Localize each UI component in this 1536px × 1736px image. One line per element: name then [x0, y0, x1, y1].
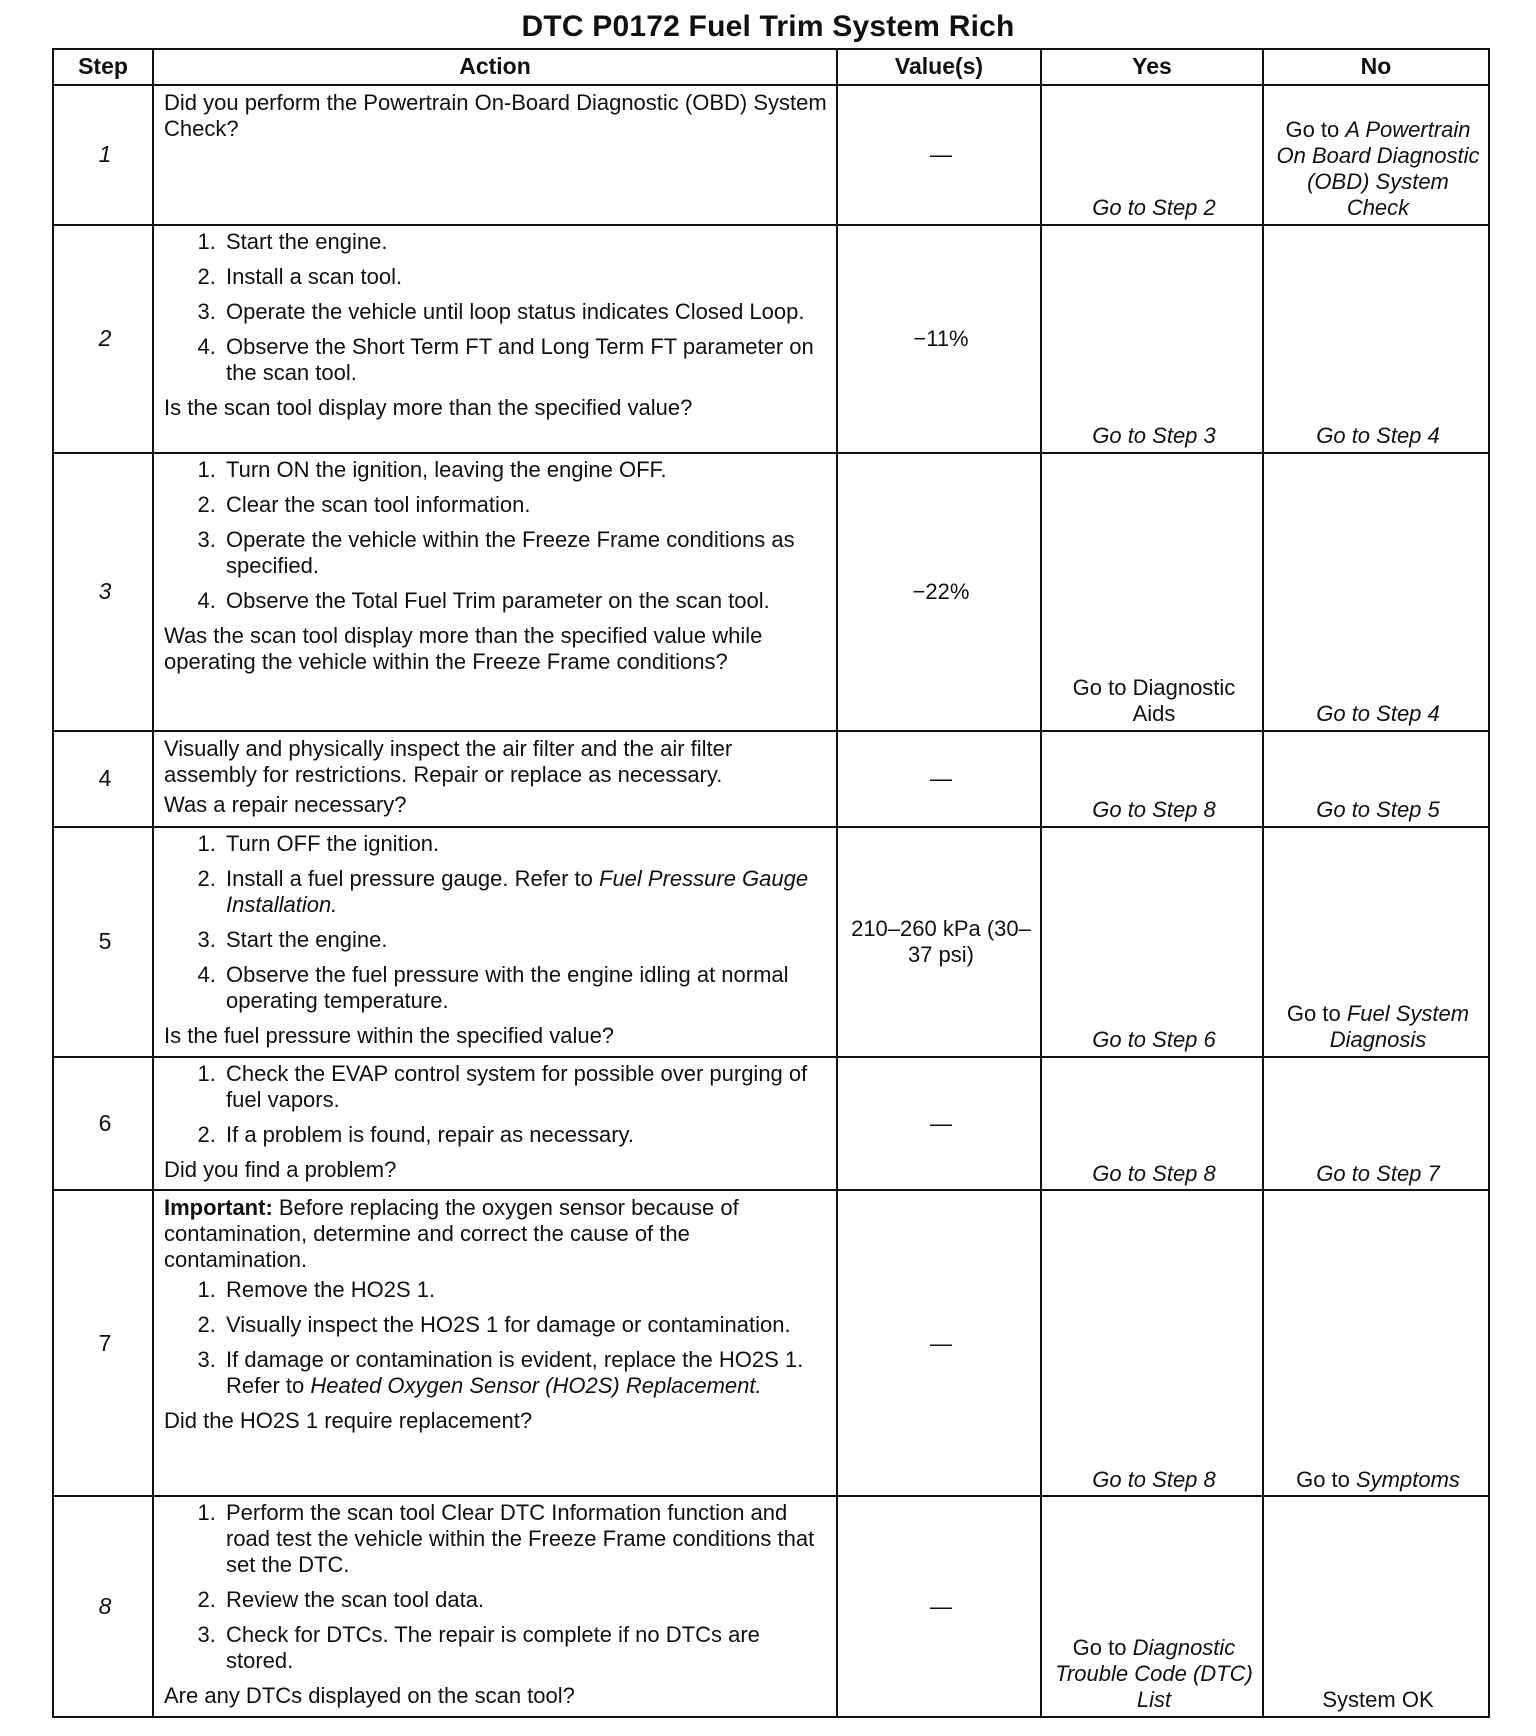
yes-action-text: Go to Diagnostic Aids [1072, 675, 1236, 727]
action-intro-text: Before replacing the oxygen sensor because of contamination, determine and correct the cause of the contamination. [164, 1195, 739, 1273]
action-step [222, 866, 830, 918]
step-number: 1 [53, 85, 153, 225]
no-action-link: Go to Step 7 [1316, 1160, 1440, 1186]
table-row [53, 453, 1489, 731]
value-cell: −11% [837, 225, 1041, 453]
no-action [1263, 1190, 1489, 1496]
value-cell: 210–260 kPa (30–37 psi) [837, 827, 1041, 1057]
action-step: 3. Operate the vehicle within the Freeze Frame conditions as specified. [222, 527, 830, 579]
yes-action [1041, 453, 1263, 731]
header-yes: Yes [1041, 49, 1263, 85]
step-number: 4 [53, 731, 153, 827]
no-action [1263, 1496, 1489, 1717]
yes-action-link: Go to Step 2 [1092, 195, 1216, 221]
yes-action-link: Go to Step 3 [1092, 423, 1216, 449]
action-cell [153, 1496, 837, 1717]
action-step: 2. If a problem is found, repair as necessary. [222, 1122, 830, 1148]
action-question: Did you find a problem? [164, 1156, 397, 1182]
no-action [1263, 827, 1489, 1057]
action-intro-text: Visually and physically inspect the air filter and the air filter assembly for restrictions. Repair or replace as necessary. [164, 736, 733, 787]
action-step-text: If damage or contamination is evident, replace the HO2S 1. Refer to [226, 1347, 804, 1399]
yes-action [1041, 1057, 1263, 1191]
yes-action-link: Go to Step 8 [1092, 1466, 1216, 1492]
action-question: Is the scan tool display more than the specified value? [164, 394, 693, 420]
step-number: 8 [53, 1496, 153, 1717]
yes-action [1041, 85, 1263, 225]
action-steps [164, 229, 830, 386]
header-action: Action [153, 49, 837, 85]
action-intro [164, 90, 830, 142]
value-cell: — [837, 1190, 1041, 1496]
no-action [1263, 225, 1489, 453]
no-action-text: Go to [1285, 117, 1346, 143]
header-no: No [1263, 49, 1489, 85]
action-step: 2. Clear the scan tool information. [222, 492, 830, 518]
action-question: Is the fuel pressure within the specified value? [164, 1022, 615, 1048]
step-number: 3 [53, 453, 153, 731]
action-step: 2. Review the scan tool data. [222, 1587, 830, 1613]
action-step: 4. Observe the fuel pressure with the engine idling at normal operating temperature. [222, 962, 830, 1014]
action-steps [164, 457, 830, 614]
table-row [53, 827, 1489, 1057]
table-body [53, 85, 1489, 1717]
step-number: 5 [53, 827, 153, 1057]
action-step: 3. Operate the vehicle until loop status indicates Closed Loop. [222, 299, 830, 325]
no-action-text: Go to [1296, 1466, 1356, 1492]
action-step: 1. Start the engine. [222, 229, 830, 255]
action-steps [164, 831, 830, 1014]
yes-action [1041, 827, 1263, 1057]
no-action-link: Go to Step 4 [1316, 423, 1440, 449]
action-step: 3. Start the engine. [222, 927, 830, 953]
action-step: 4. Observe the Total Fuel Trim parameter on the scan tool. [222, 588, 830, 614]
no-action-text: Go to [1286, 1000, 1347, 1026]
action-steps [164, 1277, 830, 1399]
action-step: 1. Turn ON the ignition, leaving the engine OFF. [222, 457, 830, 483]
value-cell: — [837, 85, 1041, 225]
no-action [1263, 731, 1489, 827]
no-action [1263, 85, 1489, 225]
value-cell: — [837, 731, 1041, 827]
no-action-text: System OK [1322, 1687, 1434, 1713]
header-step: Step [53, 49, 153, 85]
action-step: 3. Check for DTCs. The repair is complete if no DTCs are stored. [222, 1622, 830, 1674]
action-cell [153, 731, 837, 827]
action-step: 1. Check the EVAP control system for possible over purging of fuel vapors. [222, 1061, 830, 1113]
no-action [1263, 453, 1489, 731]
action-question: Are any DTCs displayed on the scan tool? [164, 1683, 575, 1709]
action-step [222, 1347, 830, 1399]
diagnostic-table [52, 48, 1490, 1718]
action-steps [164, 1061, 830, 1148]
action-question: Was the scan tool display more than the specified value while operating the vehicle within the Freeze Frame conditions? [164, 622, 763, 674]
action-intro [164, 736, 830, 788]
table-row [53, 85, 1489, 225]
table-row [53, 731, 1489, 827]
yes-action [1041, 1496, 1263, 1717]
yes-action-text: Go to [1072, 1635, 1133, 1661]
no-action-link: Symptoms [1356, 1466, 1460, 1492]
action-cell [153, 453, 837, 731]
table-row [53, 1190, 1489, 1496]
header-values: Value(s) [837, 49, 1041, 85]
yes-action-link: Go to Step 6 [1092, 1026, 1216, 1052]
action-cell [153, 1190, 837, 1496]
table-row [53, 1057, 1489, 1191]
yes-action-link: Go to Step 8 [1092, 797, 1216, 823]
action-step: 1. Perform the scan tool Clear DTC Information function and road test the vehicle within the Freeze Frame conditions that set the DTC. [222, 1500, 830, 1578]
action-intro [164, 1195, 830, 1273]
value-cell: −22% [837, 453, 1041, 731]
action-cell [153, 85, 837, 225]
no-action-link: Go to Step 4 [1316, 701, 1440, 727]
table-header-row [53, 49, 1489, 85]
action-steps [164, 1500, 830, 1674]
action-cell [153, 827, 837, 1057]
important-label: Important: [164, 1195, 273, 1221]
step-number: 7 [53, 1190, 153, 1496]
step-number: 6 [53, 1057, 153, 1191]
action-step: 2. Install a scan tool. [222, 264, 830, 290]
table-row [53, 225, 1489, 453]
no-action-link: A Powertrain On Board Diagnostic (OBD) System Check [1276, 117, 1480, 221]
reference-link: Fuel Pressure Gauge Installation. [226, 865, 809, 917]
action-step: 1. Turn OFF the ignition. [222, 831, 830, 857]
action-step: 4. Observe the Short Term FT and Long Term FT parameter on the scan tool. [222, 334, 830, 386]
no-action-link: Fuel System Diagnosis [1329, 1000, 1470, 1052]
action-question: Was a repair necessary? [164, 791, 407, 817]
action-step-text: Install a fuel pressure gauge. Refer to [226, 865, 599, 891]
action-step: 1. Remove the HO2S 1. [222, 1277, 830, 1303]
yes-action [1041, 731, 1263, 827]
no-action-link: Go to Step 5 [1316, 797, 1440, 823]
yes-action-link: Diagnostic Trouble Code (DTC) List [1055, 1635, 1253, 1713]
action-step: 2. Visually inspect the HO2S 1 for damage or contamination. [222, 1312, 830, 1338]
yes-action [1041, 225, 1263, 453]
action-cell [153, 1057, 837, 1191]
no-action [1263, 1057, 1489, 1191]
value-cell: — [837, 1496, 1041, 1717]
table-row [53, 1496, 1489, 1717]
yes-action [1041, 1190, 1263, 1496]
yes-action-link: Go to Step 8 [1092, 1160, 1216, 1186]
action-intro-text: Did you perform the Powertrain On-Board Diagnostic (OBD) System Check? [164, 90, 827, 141]
document-title: DTC P0172 Fuel Trim System Rich [521, 10, 1015, 43]
action-cell [153, 225, 837, 453]
value-cell: — [837, 1057, 1041, 1191]
step-number: 2 [53, 225, 153, 453]
action-question: Did the HO2S 1 require replacement? [164, 1408, 533, 1434]
reference-link: Heated Oxygen Sensor (HO2S) Replacement. [310, 1373, 762, 1399]
